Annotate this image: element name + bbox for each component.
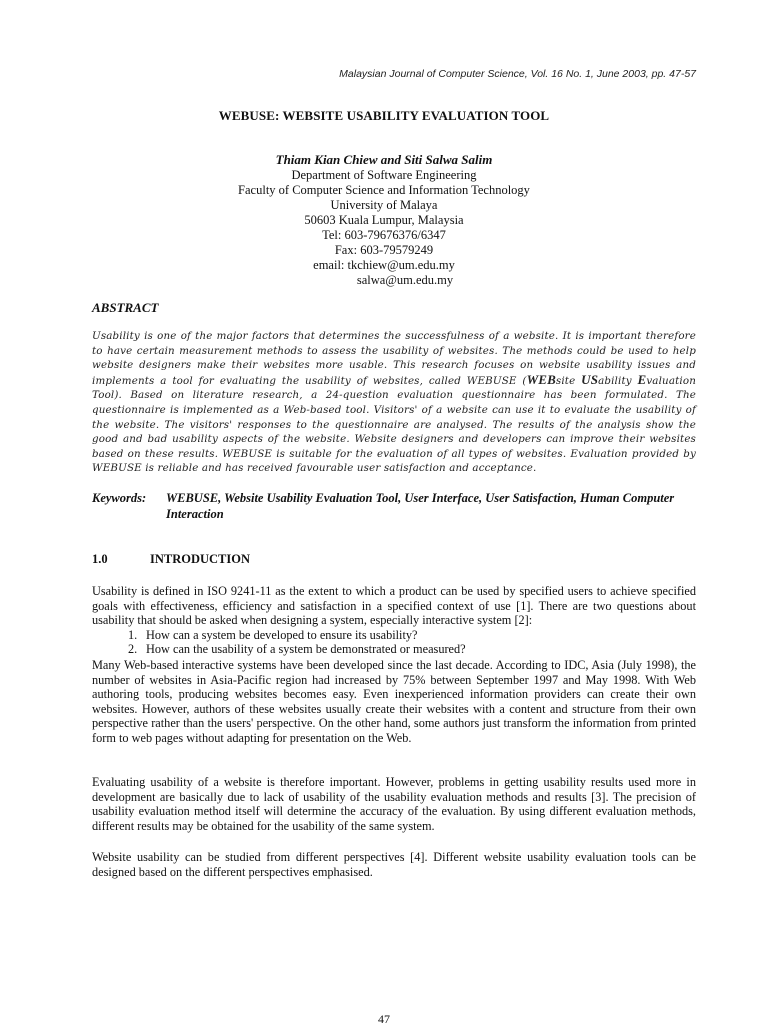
acronym-ability: ability [598, 374, 638, 387]
section-number: 1.0 [92, 552, 108, 566]
department: Department of Software Engineering [291, 168, 477, 182]
section-title: INTRODUCTION [150, 552, 251, 566]
abstract-text-part-b: valuation Tool). Based on literature research, a 24-question evaluation questionnaire has been formulated. The questionnaire is implemented as a Web-based tool. Visitors' of a website can use it to evaluate the usability of the website. The visitors' responses to the questionnaire are analysed. The results of the analysis show the good and bad usability aspects of the website. Website designers and developers can improve their websites based on these results. WEBUSE is suitable for the evaluation of all types of websites. Evaluation provided by WEBUSE is reliable and has received favourable user satisfaction and acceptance. [92, 374, 696, 475]
paragraph-2: Many Web-based interactive systems have been developed since the last decade. According to IDC, Asia (July 1998), the number of websites in Asia-Pacific region had increased by 75% between September 1997 and May 1998. With Web authoring tools, producing websites becomes easy. Even inexperienced information providers can create their own websites. However, authors of these websites usually create their websites with a content and structure from their own perspective rather than the users' perspective. On the other hand, some authors just transform the information from printed form to web pages without adapting for presentation on the Web. [92, 658, 696, 745]
list-item-text: How can the usability of a system be demonstrated or measured? [146, 642, 466, 657]
acronym-e: E [637, 371, 647, 387]
acronym-web: WEB [526, 371, 556, 387]
email-primary: email: tkchiew@um.edu.my [313, 258, 455, 272]
abstract-heading: ABSTRACT [92, 300, 159, 315]
faculty: Faculty of Computer Science and Information Technology [238, 183, 530, 197]
telephone: Tel: 603-79676376/6347 [322, 228, 446, 242]
question-list [92, 628, 696, 657]
acronym-site: site [555, 374, 582, 387]
paper-title: WEBUSE: WEBSITE USABILITY EVALUATION TOOL [218, 108, 550, 123]
paragraph-3: Evaluating usability of a website is therefore important. However, problems in getting usability results used more in development are basically due to lack of usability of the usability evaluation methods and results [3]. The precision of usability evaluation method itself will determine the accuracy of the evaluation. By using different evaluation methods, different results may be obtained for the usability of the same system. [92, 775, 696, 833]
list-item-text: How can a system be developed to ensure its usability? [146, 627, 418, 642]
section-heading [92, 552, 250, 567]
university: University of Malaya [330, 198, 438, 212]
list-item-number: 2. [128, 642, 138, 657]
paragraph-1 [92, 584, 696, 657]
journal-reference: Malaysian Journal of Computer Science, Vol. 16 No. 1, June 2003, pp. 47-57 [339, 68, 696, 80]
postal-address: 50603 Kuala Lumpur, Malaysia [304, 213, 464, 227]
paragraph-4: Website usability can be studied from different perspectives [4]. Different website usability evaluation tools can be designed based on the different perspectives emphasised. [92, 850, 696, 879]
list-item [128, 642, 696, 657]
author-names: Thiam Kian Chiew and Siti Salwa Salim [275, 152, 493, 167]
list-item [128, 627, 696, 643]
abstract-text-part-a: Usability is one of the major factors that determines the successfulness of a website. It is important therefore to have certain measurement methods to assess the usability of websites. The methods could be used to help website designers make their websites more usable. This research focuses on website usability issues and implements a tool for evaluating the usability of websites, called WEBUSE ( [92, 330, 696, 387]
fax: Fax: 603-79579249 [334, 243, 434, 257]
email-secondary: salwa@um.edu.my [356, 273, 454, 287]
author-affiliation-block [0, 152, 768, 288]
keywords-label: Keywords: [92, 491, 147, 505]
page-number: 47 [378, 1012, 390, 1026]
abstract-body [92, 329, 696, 476]
paragraph-1-text: Usability is defined in ISO 9241-11 as the extent to which a product can be used by specified users to achieve specified goals with effectiveness, efficiency and satisfaction in a specified context of use [1]. There are two questions about usability that should be asked when designing a system, especially interactive system [2]: [92, 584, 696, 628]
list-item-number: 1. [128, 627, 138, 642]
keywords-text: WEBUSE, Website Usability Evaluation Tool, User Interface, User Satisfaction, Human Computer Interaction [166, 491, 675, 521]
keywords-block [92, 490, 696, 522]
acronym-us: US [581, 371, 599, 387]
